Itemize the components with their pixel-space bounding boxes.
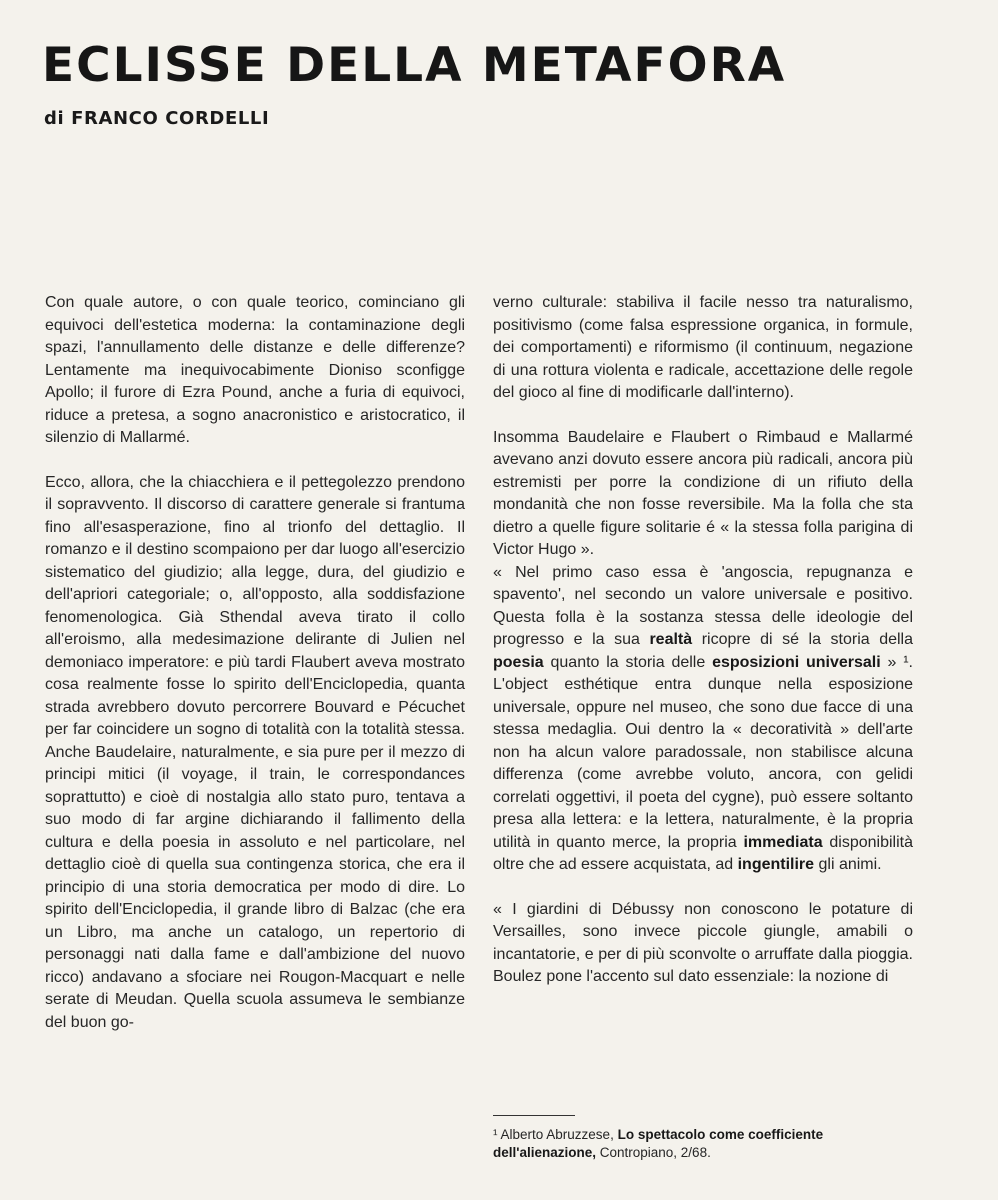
article-byline: di FRANCO CORDELLI — [44, 108, 270, 129]
paragraph: verno culturale: stabiliva il facile nesso tra naturalismo, positivismo (come falsa espressione organica, in formule, dei comportamenti) e riformismo (il continuum, negazione di una rottura violenta e radicale, accettazione delle regole del gioco al fine di modificarle dall'interno). — [493, 294, 913, 401]
paragraph: Con quale autore, o con quale teorico, cominciano gli equivoci dell'estetica moderna: la contaminazione degli spazi, l'annullamento delle distanze e delle differenze? Lentamente ma inequivocabimente Dioniso sconfigge Apollo; il furore di Ezra Pound, anche a furia di equivoci, riduce a pretesa, a sogno anacronistico e aristocratico, il silenzio di Mallarmé. — [45, 294, 465, 446]
paragraph: Insomma Baudelaire e Flaubert o Rimbaud e Mallarmé avevano anzi dovuto essere ancora più radicali, ancora più estremisti per porre la condizione di un rifiuto della mondanità che non fosse reversibile. Ma la folla che sta dietro a quelle figure solitarie é « la stessa folla parigina di Victor Hugo ». — [493, 428, 913, 558]
text-run: gli animi. — [814, 856, 882, 873]
footnote-work: Lo spettacolo come coefficiente dell'alienazione, — [493, 1127, 824, 1160]
footnote — [493, 1126, 913, 1162]
emphasis-immediata: immediata — [743, 833, 823, 851]
footnote-rule — [493, 1115, 575, 1116]
text-run: « Nel primo caso essa è 'angoscia, repugnanza e spavento', nel secondo un valore universale e positivo. Questa folla è la sostanza stessa delle ideologie del progresso e la sua — [493, 563, 913, 648]
text-run: » ¹. L'object esthétique entra dunque nella esposizione universale, oppure nel museo, che sono due facce di una stessa medaglia. Oui dentro la « decoratività » dell'arte non ha alcun valore paradossale, non stabilisce alcuna differenza (come avrebbe voluto, ancora, con gelidi correlati oggettivi, il poeta del cygne), può essere soltanto presa alla lettera: e la lettera, naturalmente, è la propria utilità in quanto merce, la propria — [493, 653, 913, 851]
emphasis-ingentilire: ingentilire — [737, 856, 815, 873]
paragraph: Ecco, allora, che la chiacchiera e il pettegolezzo prendono il sopravvento. Il discorso di carattere generale si frantuma fino all'esasperazione, fino al trionfo del dettaglio. Il romanzo e il destino scompaiono per dar luogo all'esercizio sistematico del giudizio; alla legge, dura, del giudizio e dell'apriori categoriale; o, all'opposto, alla soddisfazione fenomenologica. Già Sthendal aveva tirato il collo all'eroismo, alla medesimazione delirante di Julien nel demoniaco imperatore: e più tardi Flaubert aveva mostrato cosa realmente fosse lo spirito dell'Enciclopedia, quanta strada avrebbero dovuto percorrere Bouvard e Pécuchet per far coincidere un sogno di totalità con la totalità stessa. Anche Baudelaire, naturalmente, e sia pure per il mezzo di principi mitici (il voyage, il train, le correspondances soprattutto) e cioè di nostalgia allo stato puro, tentava a suo modo di far argine dichiarando il fallimento della cultura e della poesia in assoluto e nel particolare, nel dettaglio cioè di quella sua contingenza storica, che era il principio di una storia democratica per modo di dire. Lo spirito dell'Enciclopedia, il grande libro di Balzac (che era un Libro, ma anche un catalogo, un repertorio di personaggi nati dalla fame e dall'ambizione del nuovo ricco) andavano a sfociare nei Rougon-Macquart e nelle serate di Meudan. Quella scuola assumeva le sembianze del buon go- — [45, 473, 465, 1031]
paragraph — [493, 562, 913, 877]
text-run: quanto la storia delle — [543, 653, 713, 671]
emphasis-poesia: poesia — [493, 653, 544, 671]
footnote-author: Alberto Abruzzese, — [497, 1127, 618, 1142]
text-run: disponibilità oltre che ad essere acquistata, ad — [493, 833, 913, 873]
text-column-left — [45, 292, 465, 1034]
footnote-source: Contropiano, 2/68. — [596, 1145, 711, 1160]
emphasis-realta: realtà — [649, 631, 693, 648]
text-run: ricopre di sé la storia della — [692, 631, 914, 648]
text-column-right — [493, 292, 913, 989]
article-title: ECLISSE DELLA METAFORA — [42, 38, 787, 93]
footnote-mark: ¹ — [493, 1127, 498, 1142]
emphasis-esposizioni: esposizioni universali — [712, 653, 881, 671]
paragraph: « I giardini di Débussy non conoscono le potature di Versailles, sono invece piccole giungle, amabili o incantatorie, e per di più sconvolte o arruffate dalla pioggia. Boulez pone l'accento sul dato essenziale: la nozione di — [493, 900, 913, 985]
